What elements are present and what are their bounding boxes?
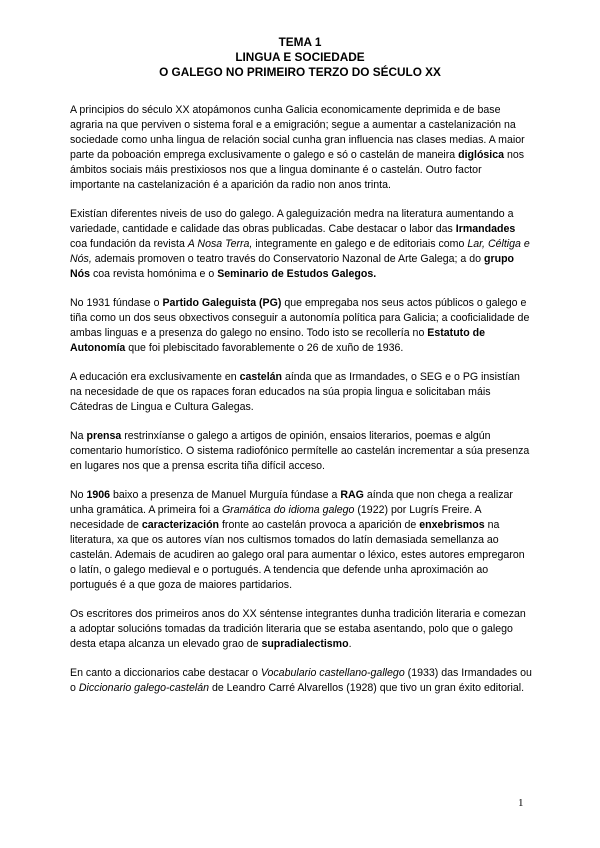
paragraph-context: A principios do século XX atopámonos cunha Galicia economicamente deprimida e de base agraria na que perviven o sistema foral e a emigración; segue a aumentar a castelanización na sociedade como unha lingua de relación social cunha gran influencia nas clases medias. A maior parte da poboación emprega exclusivamente o galego e só o castelán de maneira diglósica nos ámbitos sociais máis prestixiosos nos que a lingua dominante é o castelán. Outro factor importante na castelanización é a aparición da radio non anos trinta. xyxy=(70,104,525,191)
paragraph-education: A educación era exclusivamente en castelán aínda que as Irmandades, o SEG e o PG insistían na necesidade de que os rapaces foran educados na súa propia lingua e solicitaban máis Cátedras de Lingua e Cultura Galegas. xyxy=(70,371,520,413)
paragraph-rag: No 1906 baixo a presenza de Manuel Murguía fúndase a RAG aínda que non chega a realizar unha gramática. A primeira foi a Gramática do idioma galego (1922) por Lugrís Freire. A necesidade de caracterización fronte ao castelán provoca a aparición de enxebrismos na literatura, xa que os autores vían nos cultismos tomados do latín demasiada semellanza ao castelán. Ademais de acudiren ao galego oral para aumentar o léxico, estes autores empregaron o latín, o galego medieval e o portugués. A tendencia que defende unha aproximación ao portugués é a que goza de maiores partidarios. xyxy=(70,489,525,591)
heading-title: LINGUA E SOCIEDADE xyxy=(235,50,365,64)
heading-topic: TEMA 1 xyxy=(278,35,322,49)
paragraph-press: Na prensa restrinxíanse o galego a artigos de opinión, ensaios literarios, poemas e algún comentario humorístico. O sistema radiofónico permítelle ao castelán incrementar a súa presenza en lugares nos que a prensa escrita tiña difícil acceso. xyxy=(70,430,530,472)
paragraph-usage-levels: Existían diferentes niveis de uso do galego. A galeguización medra na literatura aumentando a variedade, cantidade e calidade das obras publicadas. Cabe destacar o labor das Irmandades coa fundación da revista A Nosa Terra, integramente en galego e de editoriais como Lar, Céltiga e Nós, ademais promoven o teatro través do Conservatorio Nazonal de Arte Galega; a do grupo Nós coa revista homónima e o Seminario de Estudos Galegos. xyxy=(70,208,530,280)
document-heading xyxy=(70,35,530,80)
document-body xyxy=(70,103,533,710)
heading-subtitle: O GALEGO NO PRIMEIRO TERZO DO SÉCULO XX xyxy=(159,65,441,79)
paragraph-dictionaries: En canto a diccionarios cabe destacar o Vocabulario castellano-gallego (1933) das Irmandades ou o Diccionario galego-castelán de Leandro Carré Alvarellos (1928) que tivo un gran éxito editorial. xyxy=(70,667,532,694)
paragraph-writers: Os escritores dos primeiros anos do XX séntense integrantes dunha tradición literaria e comezan a adoptar solucións tomadas da tradición literaria que se estaba asentando, polo que o galego desta etapa alcanza un elevado grao de supradialectismo. xyxy=(70,608,526,650)
page-number: 1 xyxy=(518,797,524,809)
paragraph-partido-galeguista: No 1931 fúndase o Partido Galeguista (PG) que empregaba nos seus actos públicos o galego e tiña como un dos seus obxectivos conseguir a autonomía política para Galicia; a cooficialidade de ambas linguas e a presenza do galego no ensino. Todo isto se recollería no Estatuto de Autonomía que foi plebiscitado favorablemente o 26 de xuño de 1936. xyxy=(70,297,530,354)
